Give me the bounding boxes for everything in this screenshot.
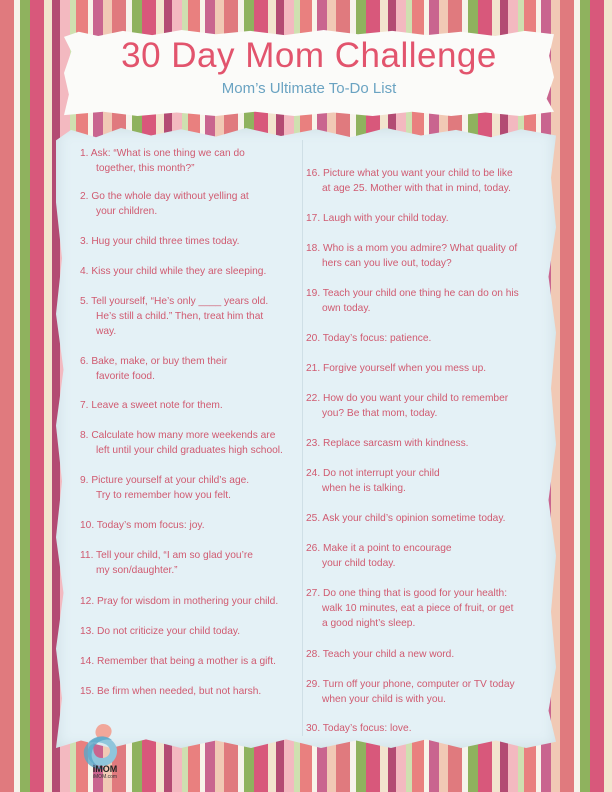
list-item-line: a good night’s sleep. (322, 618, 416, 629)
list-item-line: 3. Hug your child three times today. (80, 236, 240, 247)
list-item-line: your child today. (322, 558, 396, 569)
list-item (80, 398, 223, 413)
list-item (306, 466, 440, 496)
list-item (80, 654, 276, 669)
list-item-line: 4. Kiss your child while they are sleeping. (80, 266, 267, 277)
list-item (306, 586, 513, 631)
list-item-line: my son/daughter.” (96, 565, 178, 576)
list-item (80, 473, 249, 503)
list-item (80, 684, 261, 699)
list-item-line: when he is talking. (322, 483, 406, 494)
list-item (306, 511, 506, 526)
list-item (80, 234, 240, 249)
list-item-line: 30. Today’s focus: love. (306, 723, 412, 734)
list-item (80, 548, 253, 578)
list-item-line: 15. Be firm when needed, but not harsh. (80, 686, 262, 697)
list-item (306, 211, 449, 226)
list-item-line: 9. Picture yourself at your child’s age. (80, 475, 250, 486)
list-item-line: own today. (322, 303, 371, 314)
list-item-line: 1. Ask: “What is one thing we can do (80, 148, 245, 159)
list-item-line: together, this month?” (96, 163, 195, 174)
list-item-line: 17. Laugh with your child today. (306, 213, 449, 224)
list-item-line: 13. Do not criticize your child today. (80, 626, 241, 637)
list-item (80, 518, 205, 533)
list-item-line: favorite food. (96, 371, 155, 382)
list-item-line: 12. Pray for wisdom in mothering your child. (80, 596, 279, 607)
logo-name: iMOM (92, 764, 118, 774)
list-item-line: your children. (96, 206, 158, 217)
page-subtitle: Mom’s Ultimate To-Do List (221, 80, 397, 97)
list-item (80, 594, 278, 609)
list-item-line: hers can you live out, today? (322, 258, 452, 269)
list-item (80, 354, 227, 384)
list-item (306, 391, 508, 421)
list-item (306, 241, 517, 271)
list-item-line: 10. Today’s mom focus: joy. (80, 520, 205, 531)
list-item-line: 5. Tell yourself, “He’s only ____ years old. (80, 296, 269, 307)
list-item-line: 18. Who is a mom you admire? What quality of (306, 243, 518, 254)
list-item-line: 2. Go the whole day without yelling at (80, 191, 249, 202)
list-item-line: left until your child graduates high school. (96, 445, 283, 456)
list-item-line: 19. Teach your child one thing he can do on his (306, 288, 519, 299)
list-item-line: 26. Make it a point to encourage (306, 543, 452, 554)
list-item (306, 361, 486, 376)
list-item (80, 189, 249, 219)
list-item (80, 428, 283, 458)
list-item-line: 21. Forgive yourself when you mess up. (306, 363, 487, 374)
list-item-line: 11. Tell your child, “I am so glad you’re (80, 550, 253, 561)
list-item-line: 7. Leave a sweet note for them. (80, 400, 223, 411)
list-item-line: 6. Bake, make, or buy them their (80, 356, 228, 367)
list-item (306, 166, 513, 196)
list-item-line: 20. Today’s focus: patience. (306, 333, 432, 344)
column-divider (302, 140, 303, 736)
list-item (306, 286, 519, 316)
list-item-line: 23. Replace sarcasm with kindness. (306, 438, 469, 449)
list-item (306, 541, 452, 571)
list-item (80, 624, 240, 639)
list-item-line: 29. Turn off your phone, computer or TV today (306, 679, 515, 690)
list-item-line: 8. Calculate how many more weekends are (80, 430, 276, 441)
list-item (306, 436, 469, 451)
list-item-line: walk 10 minutes, eat a piece of fruit, or get (322, 603, 514, 614)
list-item-line: 22. How do you want your child to remember (306, 393, 509, 404)
list-item-line: He’s still a child.” Then, treat him that (96, 311, 264, 322)
list-item-line: 16. Picture what you want your child to be like (306, 168, 513, 179)
logo-url: iMOM.com (92, 774, 118, 780)
list-item-line: 24. Do not interrupt your child (306, 468, 440, 479)
page-title: 30 Day Mom Challenge (121, 36, 497, 75)
list-item (80, 146, 245, 176)
list-item-line: 27. Do one thing that is good for your health: (306, 588, 508, 599)
list-item (80, 264, 266, 279)
list-item-line: 28. Teach your child a new word. (306, 649, 455, 660)
list-item-line: way. (96, 326, 117, 337)
list-item-line: 14. Remember that being a mother is a gift. (80, 656, 276, 667)
list-item (80, 294, 268, 339)
list-item (306, 677, 515, 707)
list-item-line: Try to remember how you felt. (96, 490, 231, 501)
list-item-line: at age 25. Mother with that in mind, today. (322, 183, 511, 194)
list-item (306, 647, 454, 662)
list-item-line: 25. Ask your child’s opinion sometime today. (306, 513, 506, 524)
list-item-line: you? Be that mom, today. (322, 408, 438, 419)
list-item (306, 331, 431, 346)
list-item (306, 721, 412, 736)
list-item-line: when your child is with you. (322, 694, 447, 705)
